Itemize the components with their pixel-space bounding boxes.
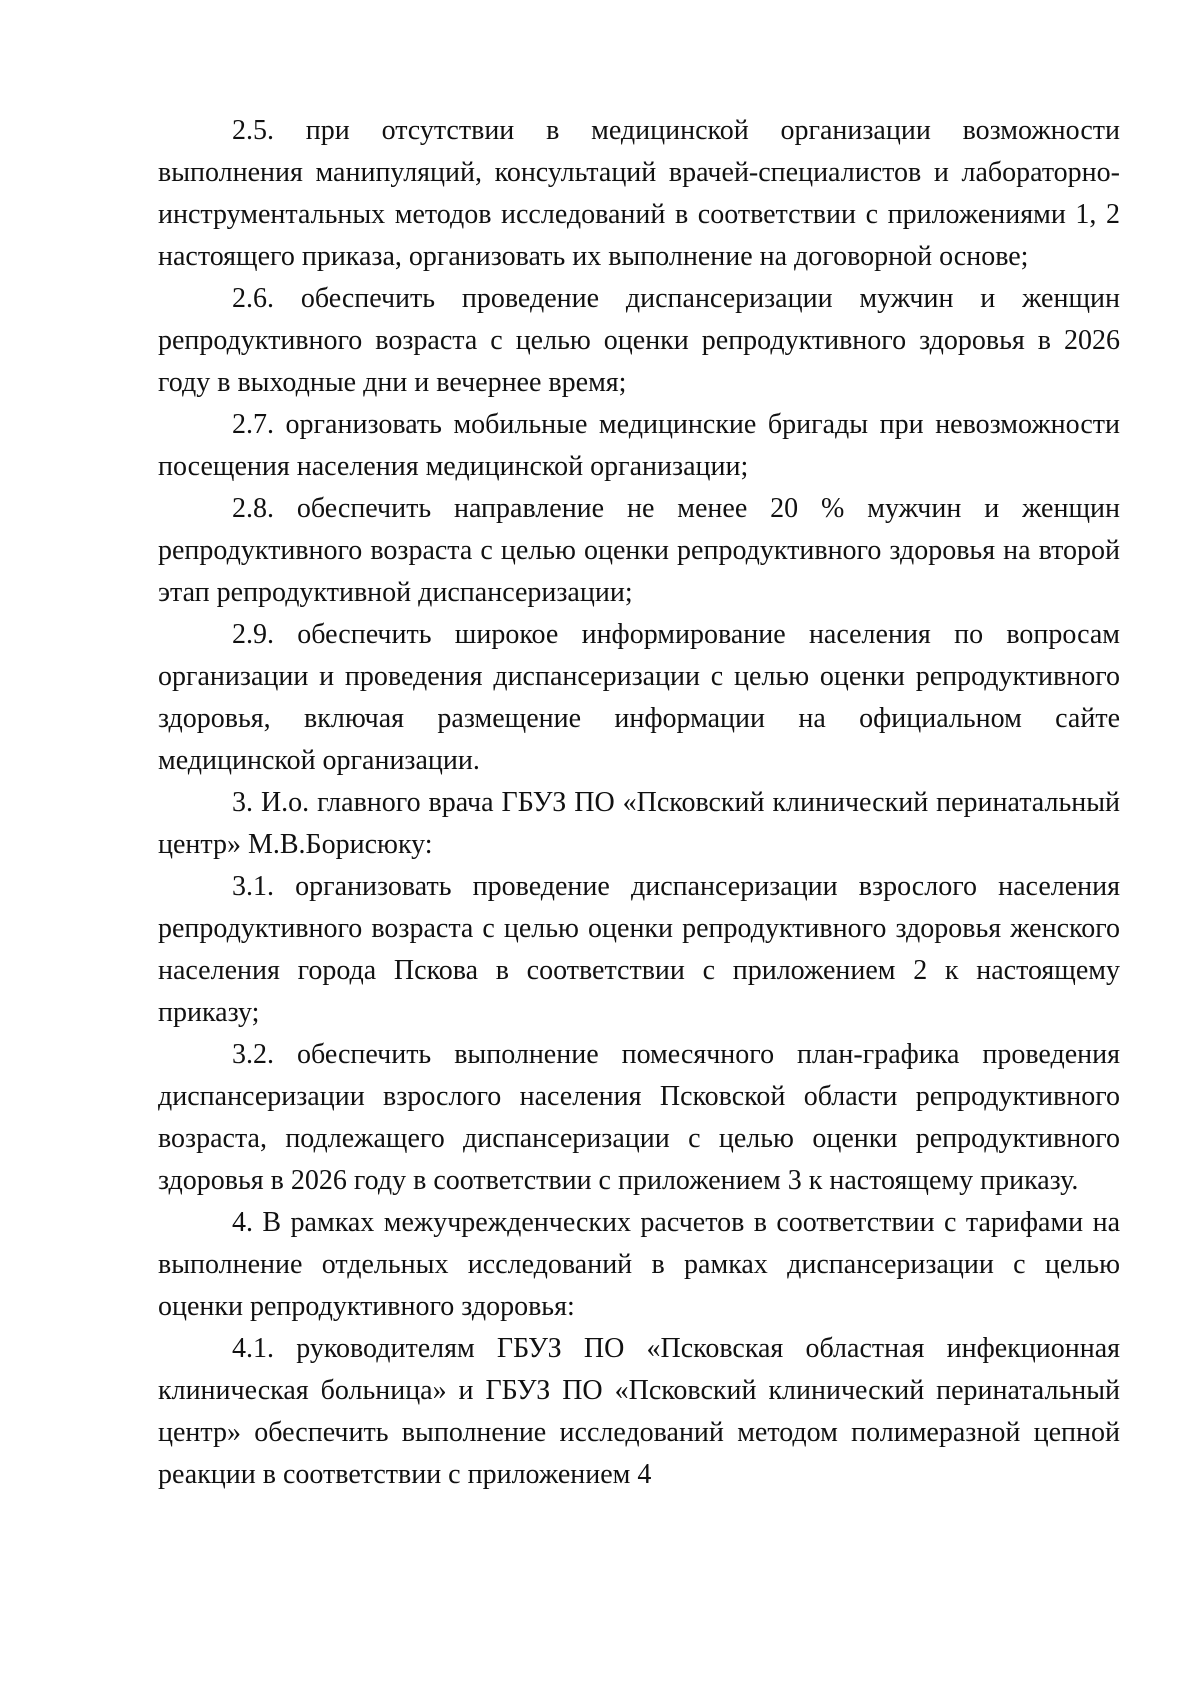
paragraph-3: 3. И.о. главного врача ГБУЗ ПО «Псковский клинический перинатальный центр» М.В.Борисюку:: [158, 787, 1120, 860]
paragraph-2-7: 2.7. организовать мобильные медицинские бригады при невозможности посещения населения медицинской организации;: [158, 409, 1120, 482]
paragraph-2-8: 2.8. обеспечить направление не менее 20 % мужчин и женщин репродуктивного возраста с целью оценки репродуктивного здоровья на второй этап репродуктивной диспансеризации;: [158, 493, 1120, 608]
paragraph-2-9: 2.9. обеспечить широкое информирование населения по вопросам организации и проведения диспансеризации с целью оценки репродуктивного здоровья, включая размещение информации на официальном сайте медицинской организации.: [158, 619, 1120, 776]
paragraph-2-5: 2.5. при отсутствии в медицинской организации возможности выполнения манипуляций, консультаций врачей-специалистов и лабораторно-инструментальных методов исследований в соответствии с приложениями 1, 2 настоящего приказа, организовать их выполнение на договорной основе;: [158, 115, 1120, 272]
paragraph-3-1: 3.1. организовать проведение диспансеризации взрослого населения репродуктивного возраста с целью оценки репродуктивного здоровья женского населения города Пскова в соответствии с приложением 2 к настоящему приказу;: [158, 871, 1120, 1028]
paragraph-2-6: 2.6. обеспечить проведение диспансеризации мужчин и женщин репродуктивного возраста с целью оценки репродуктивного здоровья в 2026 году в выходные дни и вечернее время;: [158, 283, 1120, 398]
paragraph-4-1: 4.1. руководителям ГБУЗ ПО «Псковская областная инфекционная клиническая больница» и ГБУЗ ПО «Псковский клинический перинатальный центр» обеспечить выполнение исследований методом полимеразной цепной реакции в соответствии с приложением 4: [158, 1333, 1120, 1490]
paragraph-4: 4. В рамках межучрежденческих расчетов в соответствии с тарифами на выполнение отдельных исследований в рамках диспансеризации с целью оценки репродуктивного здоровья:: [158, 1207, 1120, 1322]
document-body: [158, 110, 1120, 1496]
paragraph-3-2: 3.2. обеспечить выполнение помесячного план-графика проведения диспансеризации взрослого населения Псковской области репродуктивного возраста, подлежащего диспансеризации с целью оценки репродуктивного здоровья в 2026 году в соответствии с приложением 3 к настоящему приказу.: [158, 1039, 1120, 1196]
